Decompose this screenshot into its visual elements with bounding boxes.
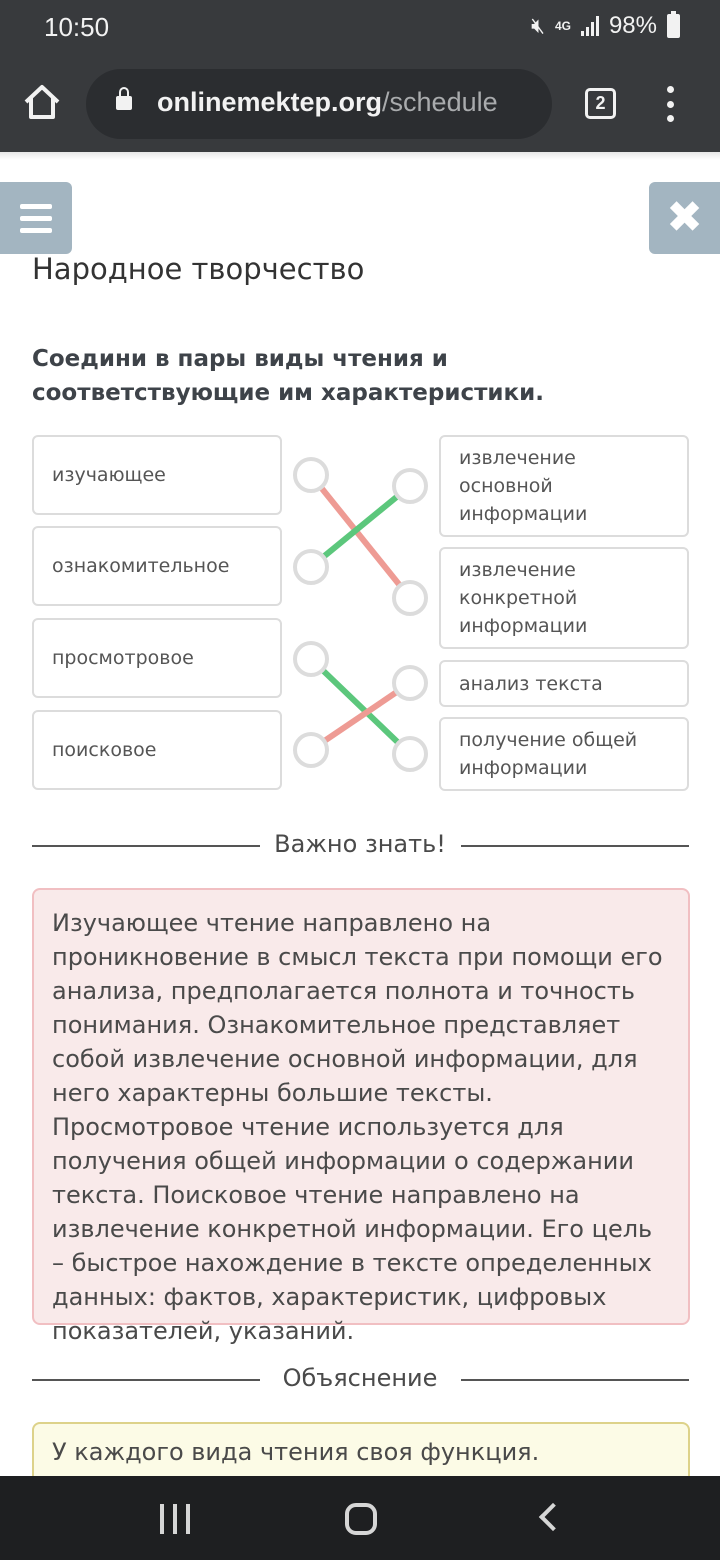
- right-item-specific-info[interactable]: [439, 547, 689, 649]
- tabs-button[interactable]: 2: [585, 88, 616, 119]
- status-bar: [0, 0, 720, 56]
- right-item-label: извлечение конкретной информации: [459, 559, 588, 637]
- recents-icon[interactable]: [160, 1504, 190, 1534]
- task-instruction: Соедини в пары виды чтения и соответствующие им характеристики.: [32, 346, 544, 406]
- left-item-label: ознакомительное: [52, 555, 230, 577]
- divider-line: [32, 1379, 260, 1381]
- left-connector-node[interactable]: [295, 643, 327, 675]
- network-label: 4G: [554, 19, 571, 33]
- explanation-heading: Объяснение: [282, 1364, 438, 1392]
- left-connector-node[interactable]: [295, 459, 327, 491]
- left-item-introductory[interactable]: [32, 526, 282, 606]
- hamburger-menu-button[interactable]: [0, 182, 72, 254]
- url-text: [157, 87, 498, 118]
- divider-line: [461, 1379, 689, 1381]
- left-connector-node[interactable]: [295, 551, 327, 583]
- status-icons: [531, 12, 680, 40]
- right-item-text-analysis[interactable]: [439, 660, 689, 707]
- home-nav-icon[interactable]: [345, 1503, 377, 1535]
- right-connector-node[interactable]: [394, 667, 426, 699]
- right-item-general-info[interactable]: [439, 717, 689, 791]
- left-item-label: просмотровое: [52, 647, 194, 669]
- left-item-study[interactable]: [32, 435, 282, 515]
- system-nav-bar: [0, 1476, 720, 1560]
- more-menu-icon[interactable]: [660, 86, 680, 122]
- left-item-label: поисковое: [52, 739, 157, 761]
- left-connector-node[interactable]: [295, 734, 327, 766]
- lock-icon: [116, 96, 132, 110]
- browser-toolbar: [0, 56, 720, 152]
- left-item-search[interactable]: [32, 710, 282, 790]
- explanation-box: У каждого вида чтения своя функция.: [32, 1422, 690, 1502]
- home-icon[interactable]: [22, 82, 62, 122]
- right-connector-node[interactable]: [394, 582, 426, 614]
- left-item-label: изучающее: [52, 464, 166, 486]
- close-button[interactable]: ✖: [649, 182, 720, 254]
- back-icon[interactable]: [539, 1503, 567, 1531]
- divider-line: [32, 845, 260, 847]
- status-time: 10:50: [44, 12, 110, 42]
- right-item-label: получение общей информации: [459, 729, 638, 779]
- left-item-viewing[interactable]: [32, 618, 282, 698]
- important-info-box: Изучающее чтение направлено на проникновение в смысл текста при помощи его анализа, предполагается полнота и точность понимания. Ознакомительное представляет собой извлечение основной информации, для него характерны большие тексты. Просмотровое чтение используется для получения общей информации о содержании текста. Поисковое чтение направлено на извлечение конкретной информации. Его цель – быстрое нахождение в тексте определенных данных: фактов, характеристик, цифровых показателей, указаний.: [32, 888, 690, 1325]
- battery-icon: [667, 14, 680, 38]
- right-connector-node[interactable]: [394, 470, 426, 502]
- url-path: /schedule: [382, 87, 498, 117]
- address-bar[interactable]: [86, 69, 552, 139]
- right-connector-node[interactable]: [394, 738, 426, 770]
- right-item-label: анализ текста: [459, 672, 603, 695]
- divider-line: [461, 845, 689, 847]
- url-domain: onlinemektep.org: [157, 87, 383, 117]
- connection-line-correct: [311, 486, 410, 567]
- page-title: Народное творчество: [32, 252, 365, 286]
- mute-icon: 🔇︎: [531, 13, 545, 38]
- signal-icon: [581, 16, 599, 36]
- toolbar-shadow: [0, 152, 720, 160]
- important-heading: Важно знать!: [274, 830, 446, 858]
- right-item-label: извлечение основной информации: [459, 447, 588, 525]
- right-item-main-info[interactable]: [439, 435, 689, 537]
- battery-percent: 98%: [608, 12, 657, 39]
